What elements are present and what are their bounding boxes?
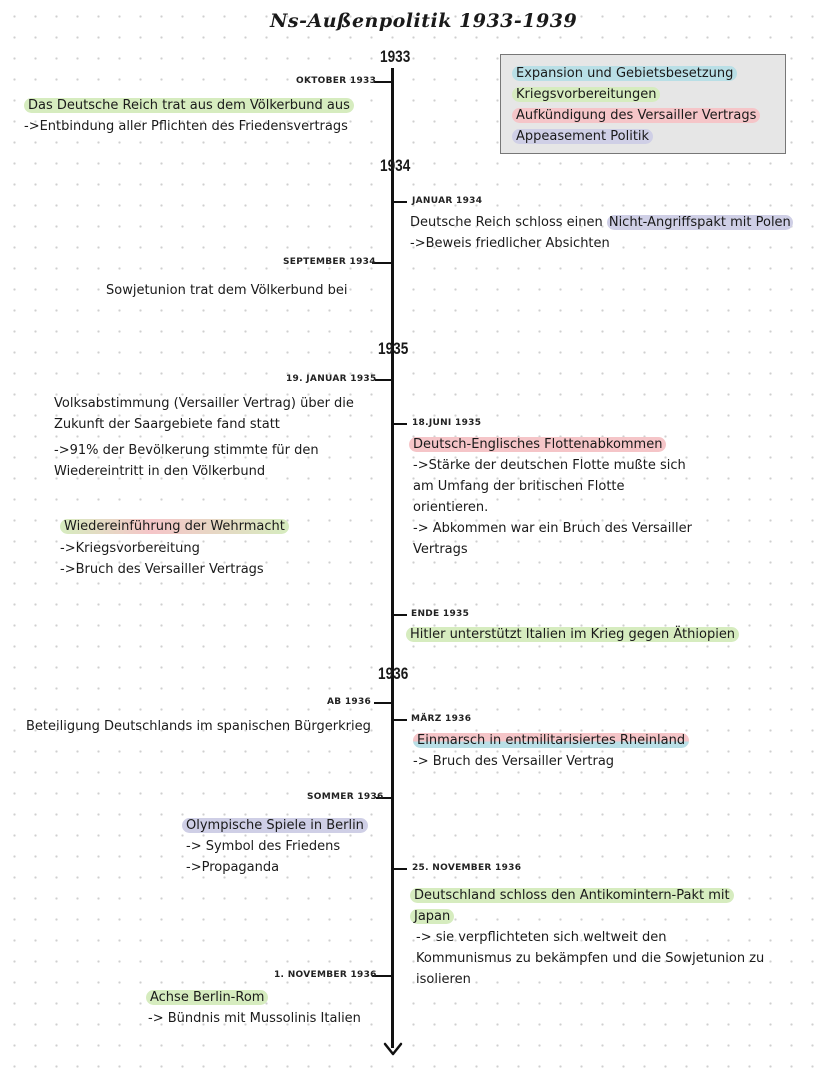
- event-title: Deutsch-Englisches Flottenabkommen: [409, 434, 666, 455]
- event-title: Olympische Spiele in Berlin: [182, 815, 368, 836]
- event-title: Hitler unterstützt Italien im Krieg gegen Äthiopien: [406, 624, 739, 645]
- event-date: OKTOBER 1933: [296, 76, 377, 86]
- event-date: 19. JANUAR 1935: [286, 374, 377, 384]
- event-title: Deutschland schloss den Antikomintern-Pakt mit: [410, 885, 734, 906]
- legend-item-kriegsvorbereitungen: Kriegsvorbereitungen: [512, 87, 660, 102]
- event-text: Beteiligung Deutschlands im spanischen Bürgerkrieg: [26, 719, 371, 734]
- event-text: Wiedereintritt in den Völkerbund: [54, 464, 266, 479]
- event-text: -> Symbol des Friedens: [186, 839, 341, 854]
- event-date: 18.JUNI 1935: [412, 418, 482, 428]
- event-text: Kommunismus zu bekämpfen und die Sowjetunion zu: [416, 951, 765, 966]
- event-date: JANUAR 1934: [412, 196, 483, 206]
- legend-item-appeasement: Appeasement Politik: [512, 129, 653, 144]
- event-date: MÄRZ 1936: [411, 714, 472, 724]
- event-text: Zukunft der Saargebiete fand statt: [54, 417, 280, 432]
- tick-marker: [393, 868, 407, 870]
- year-1936: 1936: [378, 664, 409, 683]
- event-date: SOMMER 1936: [307, 792, 384, 802]
- event-text: Das Deutsche Reich trat aus dem Völkerbund aus: [24, 95, 354, 116]
- event-title: Wiedereinführung der Wehrmacht: [60, 516, 289, 537]
- event-date: 1. NOVEMBER 1936: [274, 970, 377, 980]
- tick-marker: [374, 81, 392, 83]
- event-date: ENDE 1935: [411, 609, 470, 619]
- event-title: Japan: [410, 906, 454, 927]
- legend-item-versailles: Aufkündigung des Versailler Vertrags: [512, 108, 760, 123]
- page-title: Ns-Außenpolitik 1933-1939: [270, 10, 578, 32]
- event-text: -> Bündnis mit Mussolinis Italien: [148, 1011, 361, 1026]
- event-text: ->Propaganda: [186, 860, 280, 875]
- event-text: ->91% der Bevölkerung stimmte für den: [54, 443, 319, 458]
- arrow-down-icon: [383, 1040, 403, 1058]
- event-text: am Umfang der britischen Flotte: [413, 479, 625, 494]
- event-text: ->Bruch des Versailler Vertrags: [60, 562, 264, 577]
- event-text: ->Kriegsvorbereitung: [60, 541, 200, 556]
- tick-marker: [393, 614, 407, 616]
- year-1933: 1933: [380, 47, 411, 66]
- year-1934: 1934: [380, 156, 411, 175]
- event-date: AB 1936: [327, 697, 372, 707]
- event-text: Sowjetunion trat dem Völkerbund bei: [106, 283, 348, 298]
- event-text: -> sie verpflichteten sich weltweit den: [416, 930, 667, 945]
- event-text: -> Bruch des Versailler Vertrag: [413, 754, 615, 769]
- event-title: Achse Berlin-Rom: [146, 987, 268, 1008]
- event-text: ->Beweis friedlicher Absichten: [410, 236, 610, 251]
- event-text: Vertrags: [413, 542, 468, 557]
- event-text: orientieren.: [413, 500, 489, 515]
- event-date: 25. NOVEMBER 1936: [412, 863, 522, 873]
- event-text: Volksabstimmung (Versailler Vertrag) über die: [54, 396, 354, 411]
- event-text: ->Stärke der deutschen Flotte mußte sich: [413, 458, 686, 473]
- event-text: -> Abkommen war ein Bruch des Versailler: [413, 521, 692, 536]
- event-date: SEPTEMBER 1934: [283, 257, 376, 267]
- tick-marker: [374, 702, 392, 704]
- tick-marker: [375, 379, 392, 381]
- year-1935: 1935: [378, 339, 409, 358]
- timeline-axis: [391, 68, 394, 1048]
- legend-box: [500, 54, 786, 154]
- tick-marker: [393, 423, 407, 425]
- tick-marker: [393, 201, 407, 203]
- event-text: Deutsche Reich schloss einen Nicht-Angriffspakt mit Polen: [410, 215, 791, 230]
- event-text: ->Entbindung aller Pflichten des Friedensvertrags: [24, 119, 348, 134]
- event-title: Einmarsch in entmilitarisiertes Rheinland: [413, 730, 689, 751]
- event-text: isolieren: [416, 972, 471, 987]
- legend-item-expansion: Expansion und Gebietsbesetzung: [512, 66, 737, 81]
- tick-marker: [393, 719, 407, 721]
